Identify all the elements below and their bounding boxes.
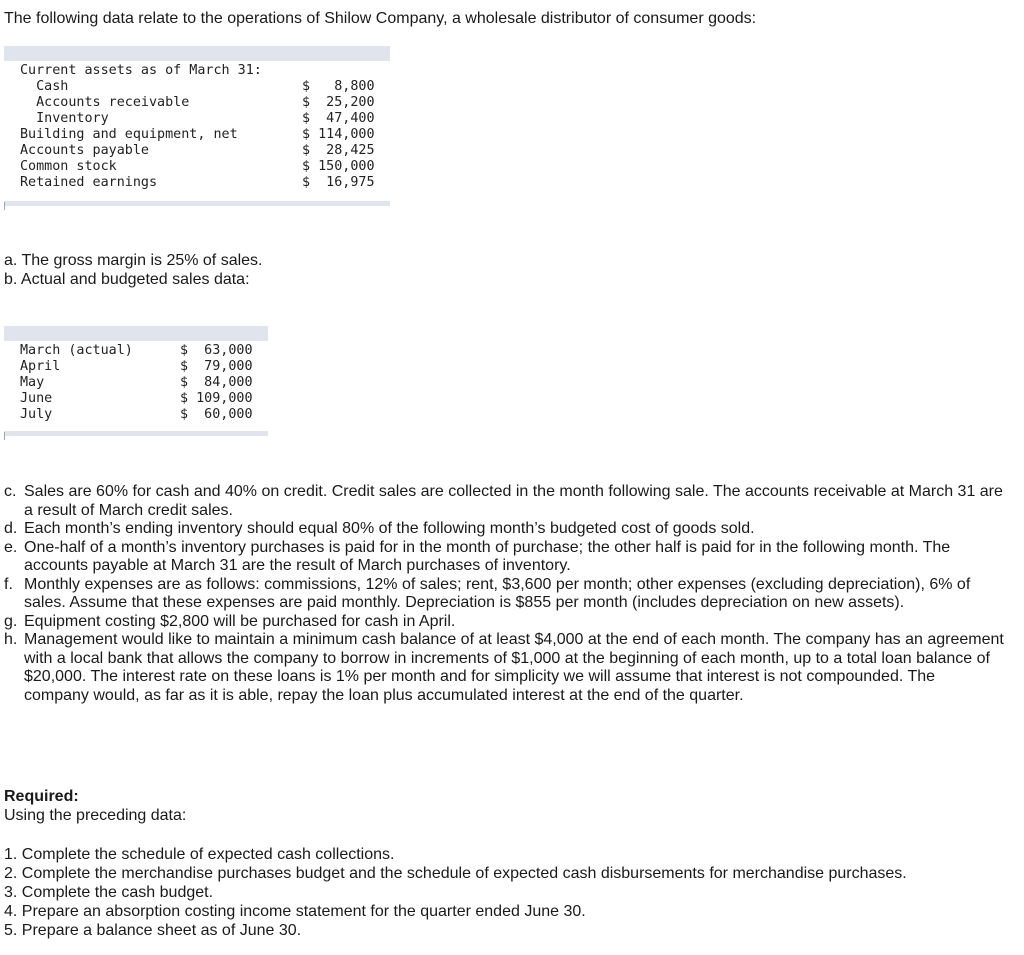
condition-text: Monthly expenses are as follows: commissions, 12% of sales; rent, $3,600 per month; other expenses (excluding depreciation), 6% of sales. Assume that these expenses are paid monthly. Depreciation is $855 per month (includes depreciation on new assets). [24, 575, 971, 611]
balance-table [4, 46, 390, 212]
sales-row-value: $ 84,000 [180, 375, 253, 390]
sales-table [4, 326, 268, 440]
condition-marker: c. [4, 483, 17, 500]
condition-marker: d. [4, 520, 18, 537]
sales-row-label: June [20, 391, 53, 406]
condition-text: Management would like to maintain a minimum cash balance of at least $4,000 at the end of each month. The company has an agreement with a local bank that allows the company to borrow in increments of $1,000 at the beginning of each month, up to a total loan balance of $20,000. The interest rate on these loans is 1% per month and for simplicity we will assume that interest is not compounded. The company would, as far as it is able, repay the loan plus accumulated interest at the end of the quarter. [24, 631, 1004, 704]
condition-marker: e. [4, 538, 18, 556]
balance-row-label: Cash [20, 79, 69, 94]
condition-text: One-half of a month’s inventory purchases is paid for in the month of purchase; the other half is paid for in the following month. The accounts payable at March 31 are the result of March purchases of inventory. [24, 538, 951, 574]
required-task: 1. Complete the schedule of expected cash collections. [4, 846, 395, 863]
intro-text: The following data relate to the operations of Shilow Company, a wholesale distributor of consumer goods: [4, 10, 757, 27]
balance-table-footer-bar [4, 201, 390, 206]
condition-item [4, 576, 1004, 613]
conditions-list [4, 483, 1004, 705]
sales-row-value: $ 79,000 [180, 359, 253, 374]
condition-text: Sales are 60% for cash and 40% on credit. Credit sales are collected in the month following sale. The accounts receivable at March 31 are a result of March credit sales. [24, 483, 1003, 519]
item-a: a. The gross margin is 25% of sales. [4, 252, 263, 269]
required-tasks-list [4, 845, 1004, 940]
balance-row-label: Common stock [20, 159, 117, 174]
required-task: 2. Complete the merchandise purchases budget and the schedule of expected cash disbursements for merchandise purchases. [4, 865, 907, 882]
balance-row-value: $ 25,200 [302, 95, 375, 110]
balance-row-label: Accounts receivable [20, 95, 190, 110]
condition-text: Each month’s ending inventory should equal 80% of the following month’s budgeted cost of goods sold. [24, 520, 755, 537]
condition-item [4, 539, 1004, 576]
balance-row-value: $ 47,400 [302, 111, 375, 126]
sales-row-value: $ 109,000 [180, 391, 253, 406]
required-title: Required: [4, 788, 79, 805]
balance-row-label: Building and equipment, net [20, 127, 238, 142]
balance-row-value: $ 28,425 [302, 143, 375, 158]
required-task: 3. Complete the cash budget. [4, 884, 214, 901]
sales-row-value: $ 63,000 [180, 343, 253, 358]
balance-row-label: Accounts payable [20, 143, 149, 158]
condition-text: Equipment costing $2,800 will be purchased for cash in April. [24, 612, 456, 630]
required-task: 5. Prepare a balance sheet as of June 30. [4, 922, 302, 939]
sales-row-label: April [20, 359, 61, 374]
sales-row-value: $ 60,000 [180, 407, 253, 422]
balance-table-corner [4, 202, 5, 210]
required-task: 4. Prepare an absorption costing income statement for the quarter ended June 30. [4, 903, 586, 920]
required-subtitle: Using the preceding data: [4, 807, 187, 824]
balance-row-value: $ 114,000 [302, 127, 375, 142]
sales-table-footer-bar [4, 431, 268, 436]
balance-table-header-bar [4, 46, 390, 61]
condition-marker: g. [4, 612, 18, 630]
sales-table-header-bar [4, 326, 268, 341]
balance-row-label: Current assets as of March 31: [20, 63, 262, 78]
sales-row-label: May [20, 375, 45, 390]
sales-row-label: March (actual) [20, 343, 133, 358]
sales-row-label: July [20, 407, 53, 422]
balance-row-value: $ 16,975 [302, 175, 375, 190]
balance-row-value: $ 8,800 [302, 79, 375, 94]
condition-item [4, 520, 1004, 539]
item-b: b. Actual and budgeted sales data: [4, 271, 250, 288]
condition-item [4, 483, 1004, 520]
condition-marker: h. [4, 631, 18, 648]
condition-item [4, 631, 1004, 705]
balance-row-label: Inventory [20, 111, 109, 126]
condition-marker: f. [4, 575, 13, 593]
balance-row-value: $ 150,000 [302, 159, 375, 174]
sales-table-corner [4, 432, 5, 440]
balance-row-label: Retained earnings [20, 175, 158, 190]
condition-item [4, 613, 1004, 632]
